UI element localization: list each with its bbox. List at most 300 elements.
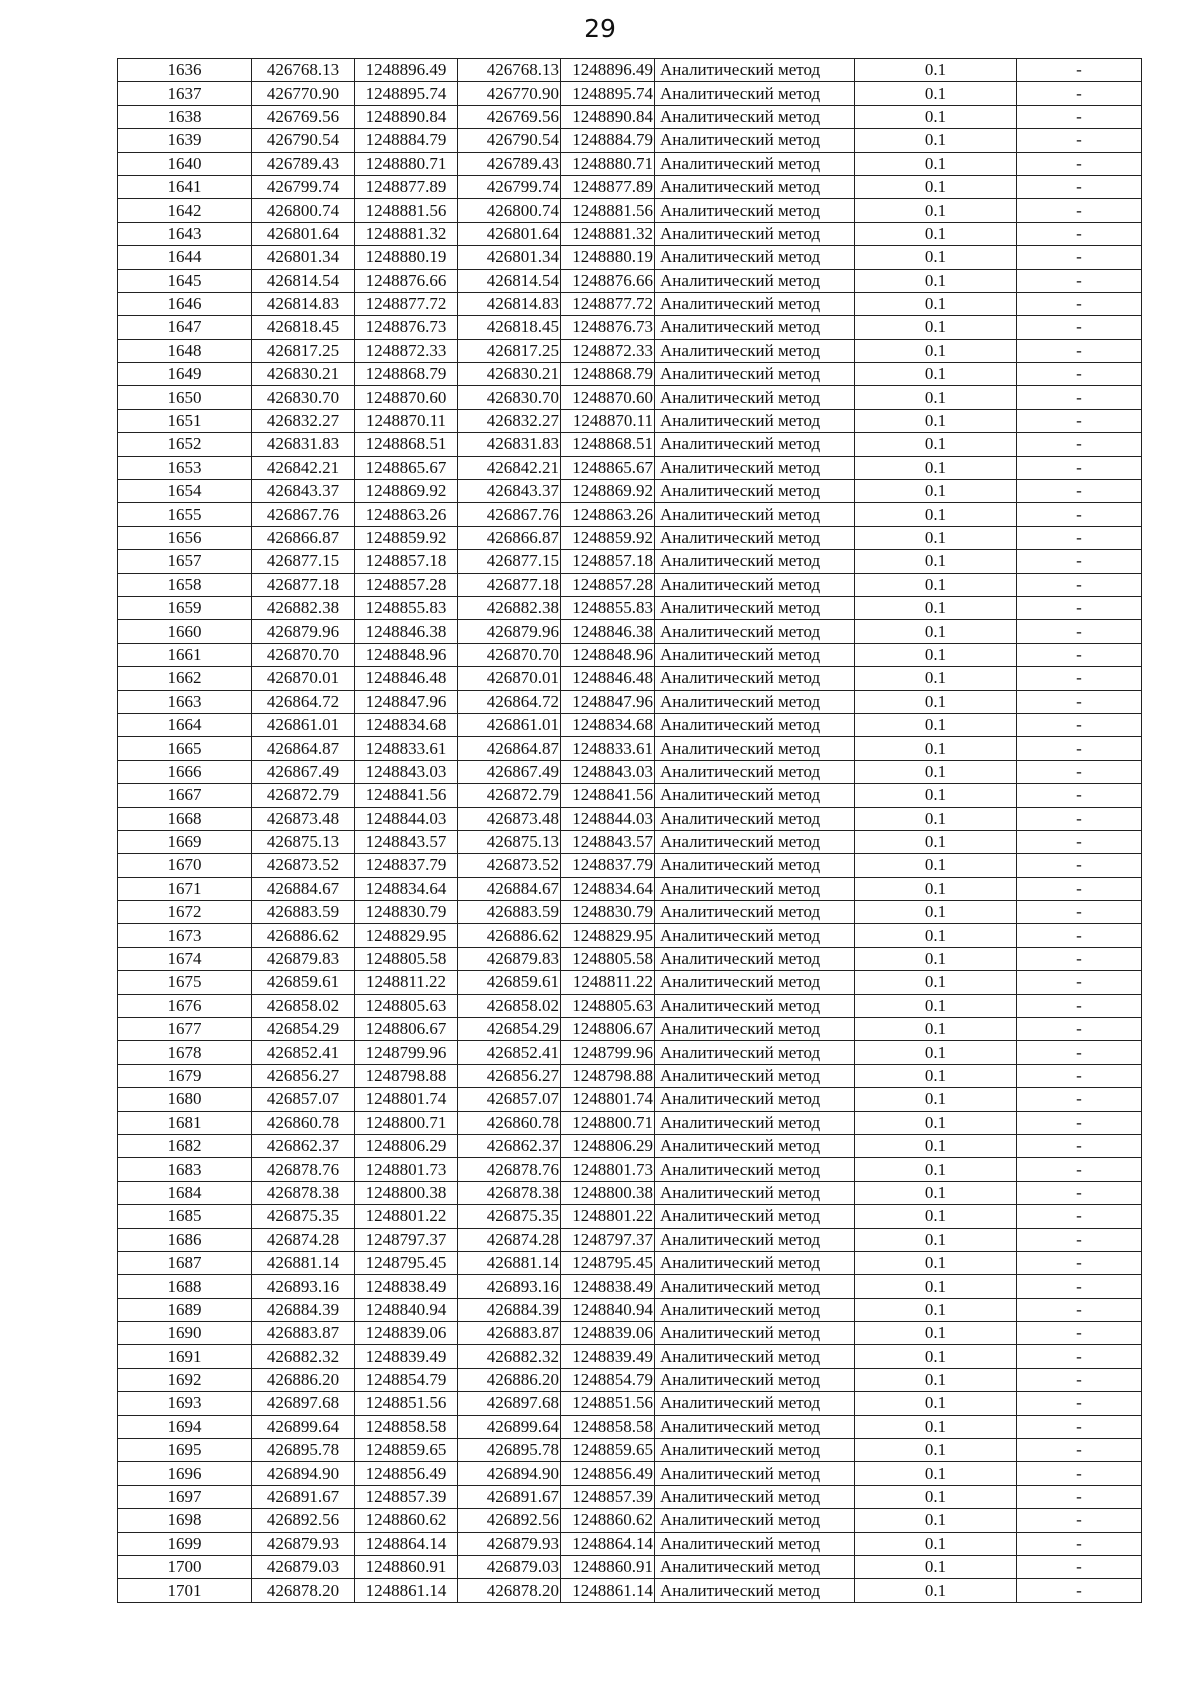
cell-x2: 426891.67 bbox=[458, 1485, 561, 1508]
cell-x2: 426768.13 bbox=[458, 59, 561, 82]
table-row bbox=[118, 830, 1142, 853]
cell-y1: 1248843.57 bbox=[355, 830, 458, 853]
cell-y1: 1248797.37 bbox=[355, 1228, 458, 1251]
cell-accuracy: 0.1 bbox=[855, 807, 1017, 830]
cell-y2: 1248860.91 bbox=[561, 1556, 655, 1579]
cell-method: Аналитический метод bbox=[655, 363, 855, 386]
cell-x1: 426814.83 bbox=[252, 292, 355, 315]
cell-accuracy: 0.1 bbox=[855, 924, 1017, 947]
cell-point-number: 1650 bbox=[118, 386, 252, 409]
cell-y2: 1248859.65 bbox=[561, 1439, 655, 1462]
cell-y1: 1248870.60 bbox=[355, 386, 458, 409]
cell-point-number: 1672 bbox=[118, 901, 252, 924]
cell-accuracy: 0.1 bbox=[855, 947, 1017, 970]
cell-method: Аналитический метод bbox=[655, 339, 855, 362]
cell-note: - bbox=[1017, 480, 1142, 503]
cell-x2: 426769.56 bbox=[458, 105, 561, 128]
table-row bbox=[118, 1275, 1142, 1298]
table-row bbox=[118, 643, 1142, 666]
cell-method: Аналитический метод bbox=[655, 152, 855, 175]
table-row bbox=[118, 386, 1142, 409]
cell-y2: 1248860.62 bbox=[561, 1509, 655, 1532]
cell-x1: 426832.27 bbox=[252, 409, 355, 432]
table-row bbox=[118, 1509, 1142, 1532]
cell-note: - bbox=[1017, 246, 1142, 269]
cell-x1: 426893.16 bbox=[252, 1275, 355, 1298]
cell-y1: 1248860.62 bbox=[355, 1509, 458, 1532]
cell-note: - bbox=[1017, 1579, 1142, 1602]
cell-y1: 1248829.95 bbox=[355, 924, 458, 947]
cell-y2: 1248870.11 bbox=[561, 409, 655, 432]
cell-point-number: 1647 bbox=[118, 316, 252, 339]
cell-y1: 1248860.91 bbox=[355, 1556, 458, 1579]
cell-method: Аналитический метод bbox=[655, 1041, 855, 1064]
cell-x2: 426884.39 bbox=[458, 1298, 561, 1321]
cell-note: - bbox=[1017, 877, 1142, 900]
table-row bbox=[118, 1485, 1142, 1508]
cell-x2: 426801.34 bbox=[458, 246, 561, 269]
cell-y1: 1248795.45 bbox=[355, 1251, 458, 1274]
cell-y1: 1248801.73 bbox=[355, 1158, 458, 1181]
cell-note: - bbox=[1017, 994, 1142, 1017]
cell-accuracy: 0.1 bbox=[855, 1322, 1017, 1345]
cell-y1: 1248857.28 bbox=[355, 573, 458, 596]
cell-note: - bbox=[1017, 854, 1142, 877]
table-row bbox=[118, 854, 1142, 877]
cell-x1: 426814.54 bbox=[252, 269, 355, 292]
cell-note: - bbox=[1017, 1041, 1142, 1064]
cell-point-number: 1654 bbox=[118, 480, 252, 503]
cell-y1: 1248890.84 bbox=[355, 105, 458, 128]
cell-y1: 1248857.39 bbox=[355, 1485, 458, 1508]
cell-x2: 426800.74 bbox=[458, 199, 561, 222]
cell-point-number: 1686 bbox=[118, 1228, 252, 1251]
cell-accuracy: 0.1 bbox=[855, 175, 1017, 198]
cell-method: Аналитический метод bbox=[655, 1205, 855, 1228]
cell-point-number: 1676 bbox=[118, 994, 252, 1017]
cell-method: Аналитический метод bbox=[655, 129, 855, 152]
cell-note: - bbox=[1017, 1088, 1142, 1111]
cell-y2: 1248800.71 bbox=[561, 1111, 655, 1134]
cell-x1: 426879.83 bbox=[252, 947, 355, 970]
cell-x1: 426878.76 bbox=[252, 1158, 355, 1181]
cell-point-number: 1637 bbox=[118, 82, 252, 105]
cell-x1: 426857.07 bbox=[252, 1088, 355, 1111]
table-row bbox=[118, 1064, 1142, 1087]
table-row bbox=[118, 596, 1142, 619]
cell-point-number: 1657 bbox=[118, 550, 252, 573]
cell-x1: 426883.59 bbox=[252, 901, 355, 924]
table-row bbox=[118, 246, 1142, 269]
cell-x1: 426859.61 bbox=[252, 971, 355, 994]
cell-accuracy: 0.1 bbox=[855, 1556, 1017, 1579]
cell-point-number: 1661 bbox=[118, 643, 252, 666]
cell-point-number: 1670 bbox=[118, 854, 252, 877]
cell-y2: 1248839.06 bbox=[561, 1322, 655, 1345]
cell-y2: 1248864.14 bbox=[561, 1532, 655, 1555]
cell-x1: 426864.72 bbox=[252, 690, 355, 713]
cell-point-number: 1693 bbox=[118, 1392, 252, 1415]
cell-method: Аналитический метод bbox=[655, 1579, 855, 1602]
cell-y1: 1248880.19 bbox=[355, 246, 458, 269]
cell-accuracy: 0.1 bbox=[855, 1134, 1017, 1157]
table-row bbox=[118, 573, 1142, 596]
cell-point-number: 1666 bbox=[118, 760, 252, 783]
cell-y1: 1248800.38 bbox=[355, 1181, 458, 1204]
cell-y1: 1248830.79 bbox=[355, 901, 458, 924]
cell-y1: 1248839.06 bbox=[355, 1322, 458, 1345]
cell-accuracy: 0.1 bbox=[855, 59, 1017, 82]
cell-y2: 1248890.84 bbox=[561, 105, 655, 128]
cell-x2: 426864.72 bbox=[458, 690, 561, 713]
cell-accuracy: 0.1 bbox=[855, 480, 1017, 503]
cell-x1: 426872.79 bbox=[252, 784, 355, 807]
cell-y2: 1248881.32 bbox=[561, 222, 655, 245]
cell-y2: 1248884.79 bbox=[561, 129, 655, 152]
table-row bbox=[118, 199, 1142, 222]
cell-point-number: 1692 bbox=[118, 1368, 252, 1391]
cell-x1: 426860.78 bbox=[252, 1111, 355, 1134]
cell-y1: 1248876.73 bbox=[355, 316, 458, 339]
cell-point-number: 1689 bbox=[118, 1298, 252, 1321]
table-row bbox=[118, 667, 1142, 690]
cell-point-number: 1697 bbox=[118, 1485, 252, 1508]
cell-point-number: 1685 bbox=[118, 1205, 252, 1228]
cell-accuracy: 0.1 bbox=[855, 1579, 1017, 1602]
cell-x1: 426830.21 bbox=[252, 363, 355, 386]
cell-y2: 1248795.45 bbox=[561, 1251, 655, 1274]
cell-x1: 426817.25 bbox=[252, 339, 355, 362]
cell-point-number: 1682 bbox=[118, 1134, 252, 1157]
cell-point-number: 1677 bbox=[118, 1018, 252, 1041]
cell-point-number: 1655 bbox=[118, 503, 252, 526]
cell-accuracy: 0.1 bbox=[855, 690, 1017, 713]
cell-accuracy: 0.1 bbox=[855, 1041, 1017, 1064]
cell-note: - bbox=[1017, 526, 1142, 549]
cell-y2: 1248848.96 bbox=[561, 643, 655, 666]
cell-y1: 1248876.66 bbox=[355, 269, 458, 292]
table-row bbox=[118, 1392, 1142, 1415]
cell-method: Аналитический метод bbox=[655, 596, 855, 619]
cell-accuracy: 0.1 bbox=[855, 994, 1017, 1017]
cell-accuracy: 0.1 bbox=[855, 643, 1017, 666]
cell-note: - bbox=[1017, 1111, 1142, 1134]
cell-note: - bbox=[1017, 807, 1142, 830]
cell-x2: 426799.74 bbox=[458, 175, 561, 198]
table-row bbox=[118, 1088, 1142, 1111]
cell-point-number: 1679 bbox=[118, 1064, 252, 1087]
cell-method: Аналитический метод bbox=[655, 292, 855, 315]
table-row bbox=[118, 760, 1142, 783]
cell-y1: 1248844.03 bbox=[355, 807, 458, 830]
cell-x1: 426884.67 bbox=[252, 877, 355, 900]
cell-point-number: 1662 bbox=[118, 667, 252, 690]
cell-y2: 1248861.14 bbox=[561, 1579, 655, 1602]
cell-method: Аналитический метод bbox=[655, 409, 855, 432]
cell-x2: 426870.70 bbox=[458, 643, 561, 666]
cell-method: Аналитический метод bbox=[655, 854, 855, 877]
cell-method: Аналитический метод bbox=[655, 222, 855, 245]
cell-note: - bbox=[1017, 105, 1142, 128]
table-row bbox=[118, 784, 1142, 807]
cell-accuracy: 0.1 bbox=[855, 1485, 1017, 1508]
cell-y2: 1248834.68 bbox=[561, 713, 655, 736]
cell-accuracy: 0.1 bbox=[855, 1415, 1017, 1438]
cell-y1: 1248896.49 bbox=[355, 59, 458, 82]
cell-x1: 426867.76 bbox=[252, 503, 355, 526]
cell-y2: 1248880.71 bbox=[561, 152, 655, 175]
cell-method: Аналитический метод bbox=[655, 1251, 855, 1274]
cell-y2: 1248799.96 bbox=[561, 1041, 655, 1064]
cell-accuracy: 0.1 bbox=[855, 292, 1017, 315]
cell-y1: 1248855.83 bbox=[355, 596, 458, 619]
cell-x1: 426878.20 bbox=[252, 1579, 355, 1602]
cell-method: Аналитический метод bbox=[655, 1134, 855, 1157]
cell-x1: 426856.27 bbox=[252, 1064, 355, 1087]
table-row bbox=[118, 1158, 1142, 1181]
cell-y1: 1248848.96 bbox=[355, 643, 458, 666]
cell-point-number: 1680 bbox=[118, 1088, 252, 1111]
cell-y1: 1248840.94 bbox=[355, 1298, 458, 1321]
cell-method: Аналитический метод bbox=[655, 1298, 855, 1321]
cell-accuracy: 0.1 bbox=[855, 1392, 1017, 1415]
cell-note: - bbox=[1017, 503, 1142, 526]
cell-method: Аналитический метод bbox=[655, 246, 855, 269]
cell-x2: 426866.87 bbox=[458, 526, 561, 549]
cell-point-number: 1649 bbox=[118, 363, 252, 386]
cell-x1: 426867.49 bbox=[252, 760, 355, 783]
cell-method: Аналитический метод bbox=[655, 1018, 855, 1041]
table-body bbox=[118, 59, 1142, 1603]
cell-accuracy: 0.1 bbox=[855, 1298, 1017, 1321]
cell-x1: 426881.14 bbox=[252, 1251, 355, 1274]
cell-y2: 1248830.79 bbox=[561, 901, 655, 924]
cell-x2: 426877.15 bbox=[458, 550, 561, 573]
cell-method: Аналитический метод bbox=[655, 620, 855, 643]
table-row bbox=[118, 59, 1142, 82]
cell-y2: 1248811.22 bbox=[561, 971, 655, 994]
table-row bbox=[118, 1368, 1142, 1391]
cell-x1: 426870.01 bbox=[252, 667, 355, 690]
cell-y2: 1248854.79 bbox=[561, 1368, 655, 1391]
cell-method: Аналитический метод bbox=[655, 947, 855, 970]
cell-y2: 1248851.56 bbox=[561, 1392, 655, 1415]
table-row bbox=[118, 1415, 1142, 1438]
table-row bbox=[118, 433, 1142, 456]
cell-accuracy: 0.1 bbox=[855, 1228, 1017, 1251]
table-row bbox=[118, 1228, 1142, 1251]
table-row bbox=[118, 129, 1142, 152]
cell-point-number: 1674 bbox=[118, 947, 252, 970]
cell-x1: 426895.78 bbox=[252, 1439, 355, 1462]
cell-note: - bbox=[1017, 433, 1142, 456]
cell-y2: 1248844.03 bbox=[561, 807, 655, 830]
cell-method: Аналитический метод bbox=[655, 784, 855, 807]
table-row bbox=[118, 480, 1142, 503]
cell-point-number: 1653 bbox=[118, 456, 252, 479]
cell-note: - bbox=[1017, 1275, 1142, 1298]
cell-x1: 426873.48 bbox=[252, 807, 355, 830]
table-row bbox=[118, 1579, 1142, 1602]
cell-point-number: 1694 bbox=[118, 1415, 252, 1438]
cell-note: - bbox=[1017, 784, 1142, 807]
cell-x2: 426894.90 bbox=[458, 1462, 561, 1485]
cell-y1: 1248839.49 bbox=[355, 1345, 458, 1368]
cell-accuracy: 0.1 bbox=[855, 1345, 1017, 1368]
cell-point-number: 1648 bbox=[118, 339, 252, 362]
cell-note: - bbox=[1017, 1298, 1142, 1321]
cell-accuracy: 0.1 bbox=[855, 1439, 1017, 1462]
cell-note: - bbox=[1017, 1532, 1142, 1555]
cell-method: Аналитический метод bbox=[655, 105, 855, 128]
cell-y1: 1248838.49 bbox=[355, 1275, 458, 1298]
cell-method: Аналитический метод bbox=[655, 59, 855, 82]
cell-y2: 1248829.95 bbox=[561, 924, 655, 947]
cell-accuracy: 0.1 bbox=[855, 550, 1017, 573]
cell-y1: 1248881.56 bbox=[355, 199, 458, 222]
cell-note: - bbox=[1017, 760, 1142, 783]
cell-x2: 426897.68 bbox=[458, 1392, 561, 1415]
cell-accuracy: 0.1 bbox=[855, 830, 1017, 853]
cell-point-number: 1642 bbox=[118, 199, 252, 222]
page-number: 29 bbox=[584, 14, 616, 43]
cell-point-number: 1678 bbox=[118, 1041, 252, 1064]
cell-y2: 1248857.28 bbox=[561, 573, 655, 596]
cell-point-number: 1645 bbox=[118, 269, 252, 292]
table-row bbox=[118, 1439, 1142, 1462]
cell-x2: 426801.64 bbox=[458, 222, 561, 245]
cell-y1: 1248841.56 bbox=[355, 784, 458, 807]
cell-method: Аналитический метод bbox=[655, 386, 855, 409]
cell-y2: 1248805.58 bbox=[561, 947, 655, 970]
cell-y1: 1248863.26 bbox=[355, 503, 458, 526]
cell-note: - bbox=[1017, 1415, 1142, 1438]
cell-x2: 426843.37 bbox=[458, 480, 561, 503]
table-row bbox=[118, 269, 1142, 292]
cell-y1: 1248857.18 bbox=[355, 550, 458, 573]
cell-x2: 426817.25 bbox=[458, 339, 561, 362]
cell-note: - bbox=[1017, 1485, 1142, 1508]
cell-note: - bbox=[1017, 292, 1142, 315]
cell-x2: 426870.01 bbox=[458, 667, 561, 690]
cell-accuracy: 0.1 bbox=[855, 1158, 1017, 1181]
cell-x2: 426857.07 bbox=[458, 1088, 561, 1111]
cell-x2: 426881.14 bbox=[458, 1251, 561, 1274]
cell-accuracy: 0.1 bbox=[855, 573, 1017, 596]
cell-y1: 1248846.38 bbox=[355, 620, 458, 643]
cell-method: Аналитический метод bbox=[655, 667, 855, 690]
cell-point-number: 1652 bbox=[118, 433, 252, 456]
cell-point-number: 1701 bbox=[118, 1579, 252, 1602]
cell-accuracy: 0.1 bbox=[855, 1251, 1017, 1274]
table-row bbox=[118, 1041, 1142, 1064]
cell-note: - bbox=[1017, 1158, 1142, 1181]
cell-y1: 1248859.92 bbox=[355, 526, 458, 549]
cell-accuracy: 0.1 bbox=[855, 971, 1017, 994]
cell-x2: 426878.76 bbox=[458, 1158, 561, 1181]
cell-point-number: 1665 bbox=[118, 737, 252, 760]
cell-method: Аналитический метод bbox=[655, 480, 855, 503]
cell-y1: 1248800.71 bbox=[355, 1111, 458, 1134]
cell-note: - bbox=[1017, 1251, 1142, 1274]
cell-x1: 426858.02 bbox=[252, 994, 355, 1017]
cell-note: - bbox=[1017, 737, 1142, 760]
cell-note: - bbox=[1017, 1134, 1142, 1157]
cell-note: - bbox=[1017, 316, 1142, 339]
cell-x1: 426789.43 bbox=[252, 152, 355, 175]
cell-note: - bbox=[1017, 339, 1142, 362]
cell-y1: 1248859.65 bbox=[355, 1439, 458, 1462]
cell-point-number: 1638 bbox=[118, 105, 252, 128]
cell-point-number: 1683 bbox=[118, 1158, 252, 1181]
cell-note: - bbox=[1017, 1228, 1142, 1251]
cell-x1: 426790.54 bbox=[252, 129, 355, 152]
table-row bbox=[118, 503, 1142, 526]
cell-point-number: 1639 bbox=[118, 129, 252, 152]
cell-x1: 426886.20 bbox=[252, 1368, 355, 1391]
cell-accuracy: 0.1 bbox=[855, 737, 1017, 760]
cell-method: Аналитический метод bbox=[655, 713, 855, 736]
cell-note: - bbox=[1017, 573, 1142, 596]
cell-y2: 1248868.51 bbox=[561, 433, 655, 456]
cell-method: Аналитический метод bbox=[655, 643, 855, 666]
cell-point-number: 1640 bbox=[118, 152, 252, 175]
table-row bbox=[118, 690, 1142, 713]
table-row bbox=[118, 82, 1142, 105]
cell-x2: 426883.87 bbox=[458, 1322, 561, 1345]
cell-accuracy: 0.1 bbox=[855, 713, 1017, 736]
cell-x1: 426830.70 bbox=[252, 386, 355, 409]
cell-accuracy: 0.1 bbox=[855, 1088, 1017, 1111]
cell-point-number: 1675 bbox=[118, 971, 252, 994]
cell-y2: 1248801.73 bbox=[561, 1158, 655, 1181]
cell-y2: 1248806.67 bbox=[561, 1018, 655, 1041]
table-row bbox=[118, 877, 1142, 900]
cell-accuracy: 0.1 bbox=[855, 1018, 1017, 1041]
table-row bbox=[118, 152, 1142, 175]
cell-accuracy: 0.1 bbox=[855, 1181, 1017, 1204]
cell-y2: 1248846.38 bbox=[561, 620, 655, 643]
cell-accuracy: 0.1 bbox=[855, 339, 1017, 362]
cell-x2: 426860.78 bbox=[458, 1111, 561, 1134]
cell-point-number: 1690 bbox=[118, 1322, 252, 1345]
cell-point-number: 1691 bbox=[118, 1345, 252, 1368]
cell-x1: 426861.01 bbox=[252, 713, 355, 736]
cell-note: - bbox=[1017, 1509, 1142, 1532]
cell-note: - bbox=[1017, 1322, 1142, 1345]
cell-point-number: 1681 bbox=[118, 1111, 252, 1134]
cell-y1: 1248833.61 bbox=[355, 737, 458, 760]
cell-x1: 426770.90 bbox=[252, 82, 355, 105]
cell-point-number: 1687 bbox=[118, 1251, 252, 1274]
cell-x1: 426897.68 bbox=[252, 1392, 355, 1415]
cell-method: Аналитический метод bbox=[655, 1532, 855, 1555]
cell-x1: 426818.45 bbox=[252, 316, 355, 339]
cell-y2: 1248837.79 bbox=[561, 854, 655, 877]
cell-accuracy: 0.1 bbox=[855, 760, 1017, 783]
cell-y2: 1248798.88 bbox=[561, 1064, 655, 1087]
cell-accuracy: 0.1 bbox=[855, 854, 1017, 877]
cell-x2: 426886.20 bbox=[458, 1368, 561, 1391]
cell-x2: 426832.27 bbox=[458, 409, 561, 432]
cell-y1: 1248869.92 bbox=[355, 480, 458, 503]
cell-method: Аналитический метод bbox=[655, 1088, 855, 1111]
cell-y2: 1248863.26 bbox=[561, 503, 655, 526]
table-row bbox=[118, 1298, 1142, 1321]
coordinates-table bbox=[117, 58, 1142, 1603]
cell-method: Аналитический метод bbox=[655, 1556, 855, 1579]
cell-method: Аналитический метод bbox=[655, 175, 855, 198]
